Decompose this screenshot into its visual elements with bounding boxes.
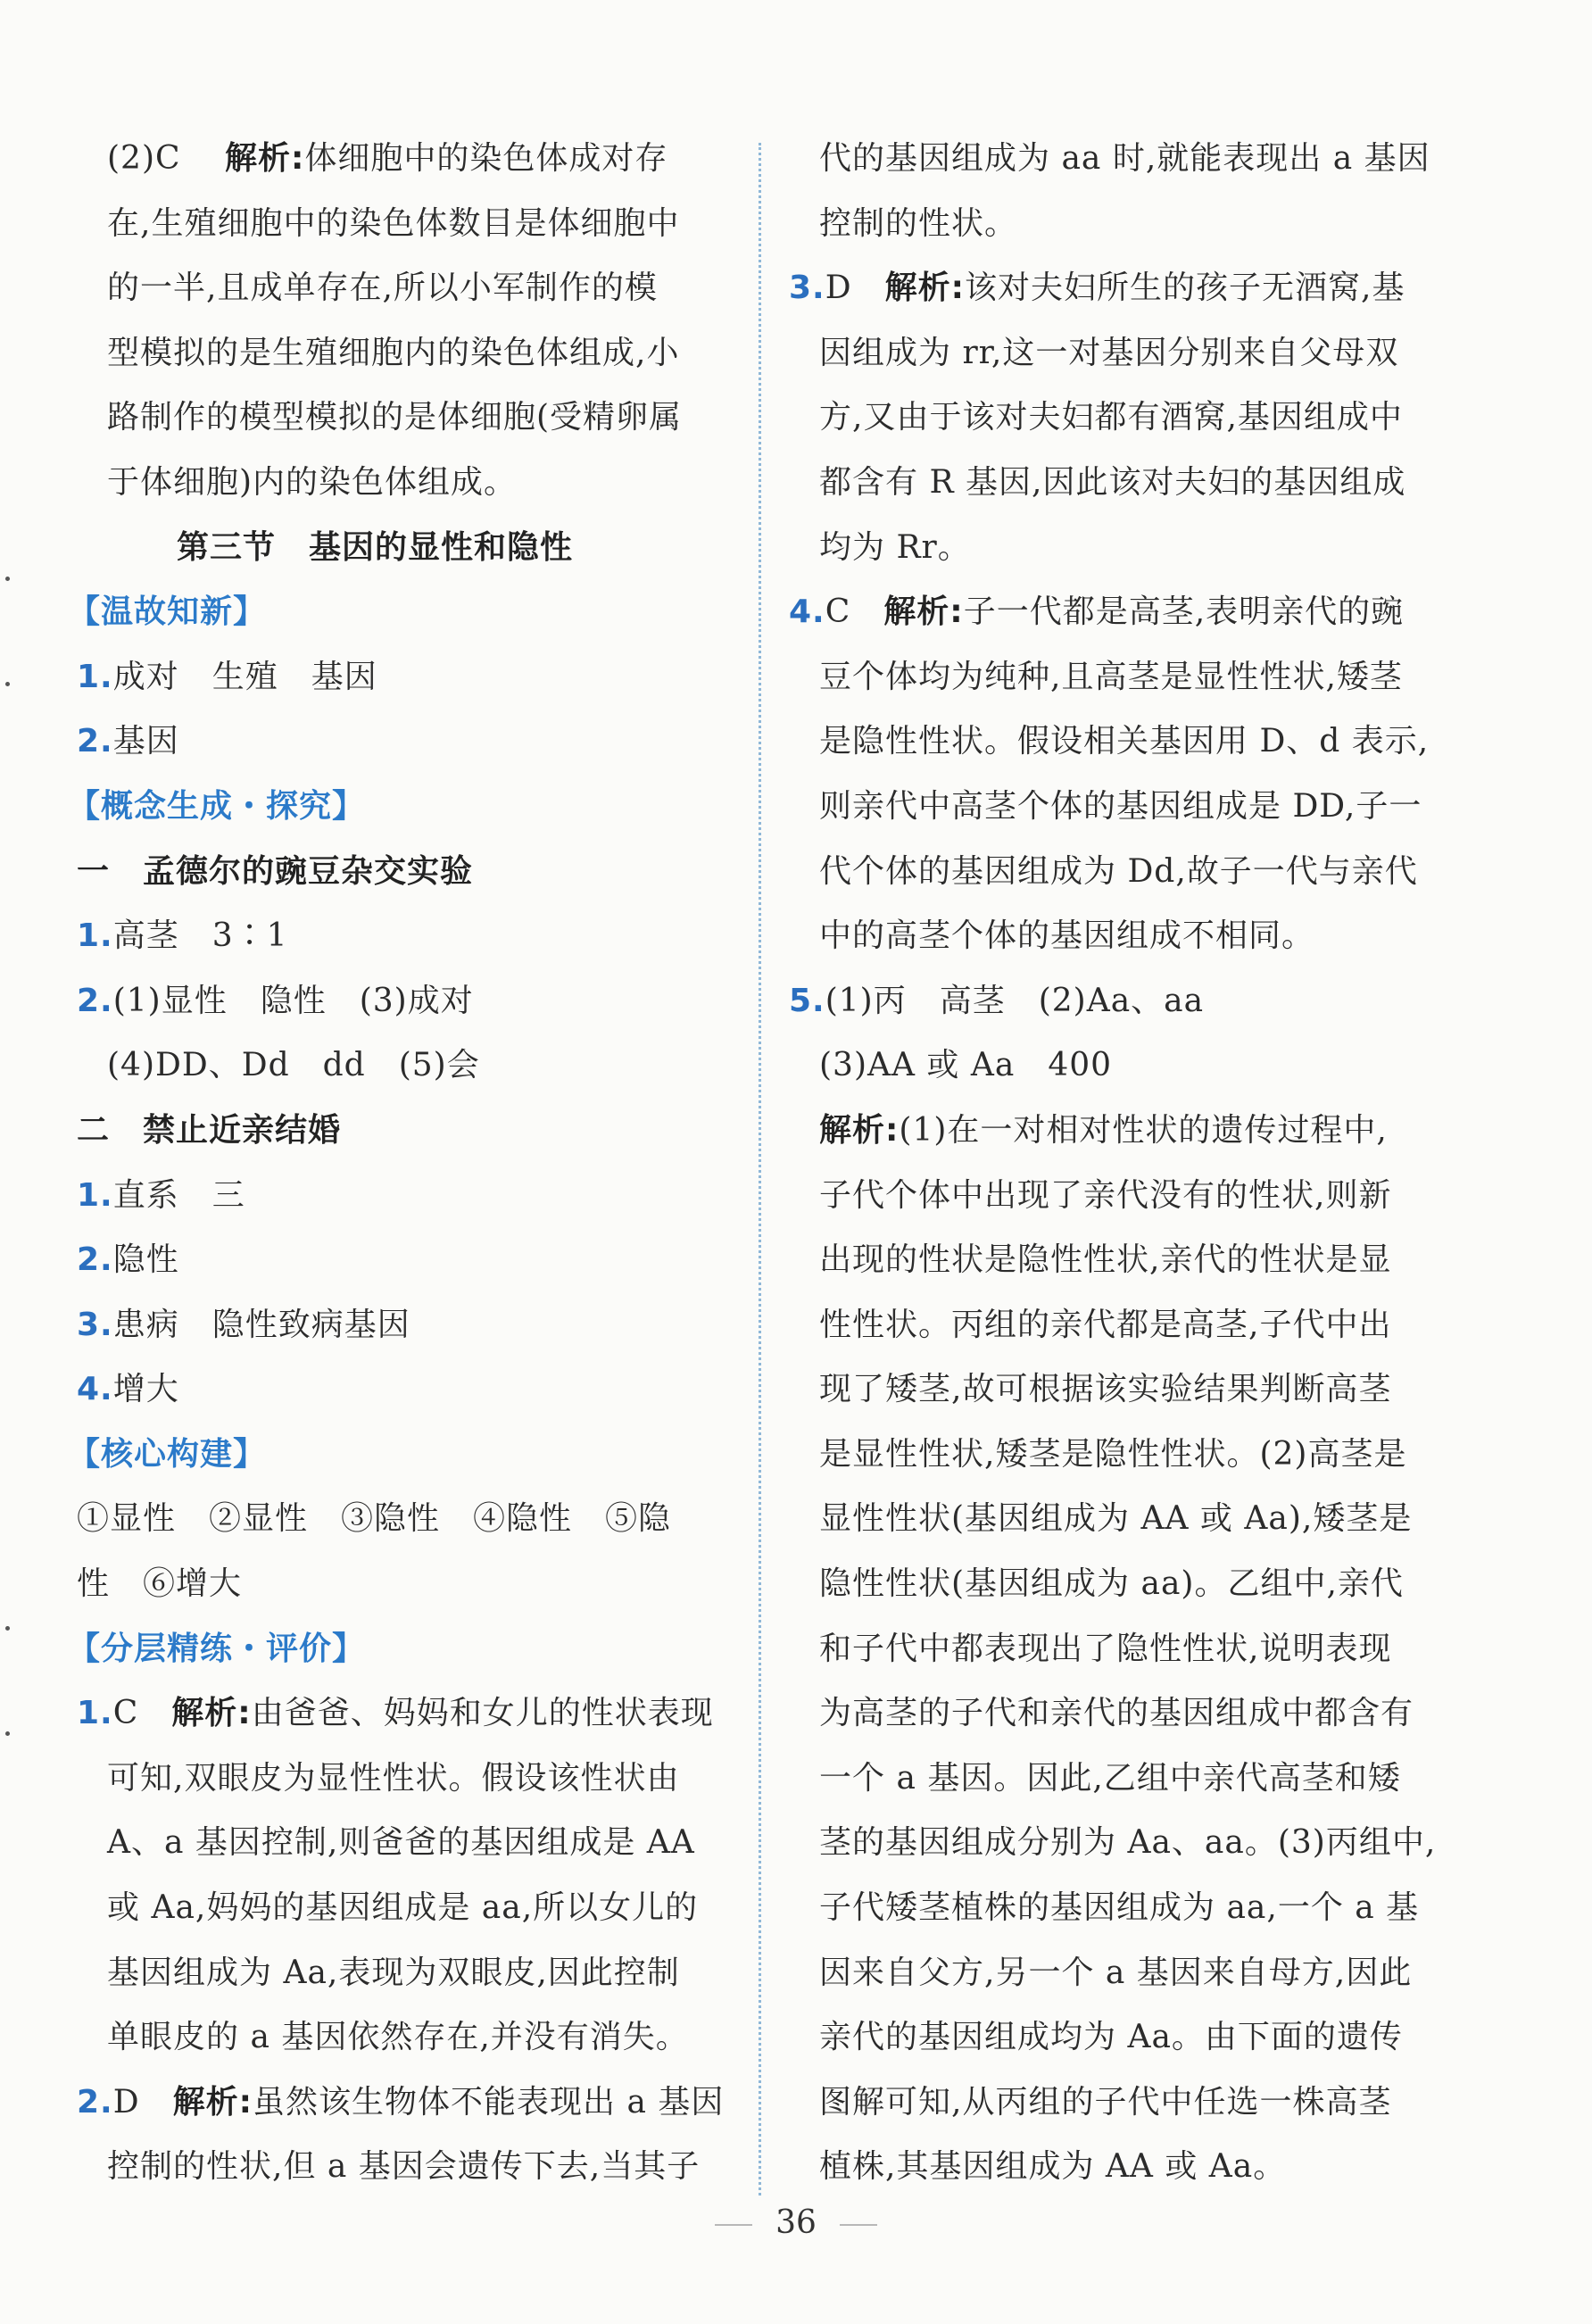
text-line: 单眼皮的 a 基因依然存在,并没有消失。 xyxy=(107,2019,689,2056)
text-line: 子代矮茎植株的基因组成为 aa,一个 a 基 xyxy=(819,1889,1420,1927)
text-line: 因组成为 rr,这一对基因分别来自父母双 xyxy=(819,334,1399,371)
text-line: 控制的性状。 xyxy=(819,204,1018,242)
margin-dot xyxy=(5,1626,10,1631)
subheading: 二 禁止近亲结婚 xyxy=(77,1111,342,1149)
answer-item: 1.成对 生殖 基因 xyxy=(77,658,377,695)
text-line: (2)C 解析:体细胞中的染色体成对存 xyxy=(107,140,668,177)
answer-item: 1.高茎 3∶1 xyxy=(77,917,288,955)
answer-item: 2.基因 xyxy=(77,723,179,760)
text-line: 代的基因组成为 aa 时,就能表现出 a 基因 xyxy=(819,140,1430,177)
answer-item: 2.D 解析:虽然该生物体不能表现出 a 基因 xyxy=(77,2083,725,2121)
footer-rule xyxy=(715,2224,752,2226)
text-line: 代个体的基因组成为 Dd,故子一代与亲代 xyxy=(819,852,1418,890)
text-line: 因来自父方,另一个 a 基因来自母方,因此 xyxy=(819,1954,1413,1991)
column-divider xyxy=(759,143,761,2195)
text-line: 基因组成为 Aa,表现为双眼皮,因此控制 xyxy=(107,1954,680,1991)
answer-item: 4.C 解析:子一代都是高茎,表明亲代的豌 xyxy=(789,593,1405,631)
text-line: 子代个体中出现了亲代没有的性状,则新 xyxy=(819,1176,1392,1214)
text-line: 显性性状(基因组成为 AA 或 Aa),矮茎是 xyxy=(819,1500,1413,1538)
text-line: 是隐性性状。假设相关基因用 D、d 表示, xyxy=(819,723,1430,760)
text-line: 为高茎的子代和亲代的基因组成中都含有 xyxy=(819,1695,1414,1732)
text-line: 隐性性状(基因组成为 aa)。乙组中,亲代 xyxy=(819,1565,1404,1603)
text-line: 是显性性状,矮茎是隐性性状。(2)高茎是 xyxy=(819,1435,1407,1473)
text-line: 出现的性状是隐性性状,亲代的性状是显 xyxy=(819,1241,1392,1279)
text-line: 解析:(1)在一对相对性状的遗传过程中, xyxy=(819,1111,1388,1149)
footer-rule xyxy=(840,2224,877,2226)
text-line: 亲代的基因组成均为 Aa。由下面的遗传 xyxy=(819,2019,1403,2056)
text-line: 图解可知,从丙组的子代中任选一株高茎 xyxy=(819,2083,1392,2121)
answer-item: 1.直系 三 xyxy=(77,1176,245,1214)
text-line: (3)AA 或 Aa 400 xyxy=(819,1047,1113,1084)
answer-item: 3.D 解析:该对夫妇所生的孩子无酒窝,基 xyxy=(789,270,1405,307)
answer-item: 2.(1)显性 隐性 (3)成对 xyxy=(77,982,474,1019)
text-line: 路制作的模型模拟的是体细胞(受精卵属 xyxy=(107,399,683,436)
text-line: 茎的基因组成分别为 Aa、aa。(3)丙组中, xyxy=(819,1824,1437,1862)
text-line: 方,又由于该对夫妇都有酒窝,基因组成中 xyxy=(819,399,1403,436)
heading-review: 【温故知新】 xyxy=(68,593,267,631)
text-line: 于体细胞)内的染色体组成。 xyxy=(107,463,518,501)
subheading: 一 孟德尔的豌豆杂交实验 xyxy=(77,852,474,890)
text-line: 均为 Rr。 xyxy=(819,528,971,566)
answer-item: 5.(1)丙 高茎 (2)Aa、aa xyxy=(789,982,1205,1019)
left-column xyxy=(68,127,737,2200)
heading-concept: 【概念生成・探究】 xyxy=(68,787,366,825)
margin-dot xyxy=(5,682,10,686)
text-line: 控制的性状,但 a 基因会遗传下去,当其子 xyxy=(107,2148,701,2186)
answer-item: 1.C 解析:由爸爸、妈妈和女儿的性状表现 xyxy=(77,1695,714,1732)
text-line: 在,生殖细胞中的染色体数目是体细胞中 xyxy=(107,204,680,242)
heading-core: 【核心构建】 xyxy=(68,1435,267,1473)
answer-item: 3.患病 隐性致病基因 xyxy=(77,1306,410,1343)
text-line: 则亲代中高茎个体的基因组成是 DD,子一 xyxy=(819,787,1422,825)
answer-item-continued: (4)DD、Dd dd (5)会 xyxy=(107,1047,480,1084)
answer-item: 4.增大 xyxy=(77,1371,179,1408)
text-line: 中的高茎个体的基因组成不相同。 xyxy=(819,917,1315,955)
margin-dot xyxy=(5,577,10,581)
text-line: 可知,双眼皮为显性性状。假设该性状由 xyxy=(107,1759,680,1797)
section-title: 第三节 基因的显性和隐性 xyxy=(177,528,574,566)
page-number: 36 xyxy=(775,2204,817,2241)
text-line: ①显性 ②显性 ③隐性 ④隐性 ⑤隐 xyxy=(77,1500,672,1538)
text-line: A、a 基因控制,则爸爸的基因组成是 AA xyxy=(107,1824,695,1862)
text-line: 都含有 R 基因,因此该对夫妇的基因组成 xyxy=(819,463,1406,501)
margin-dot xyxy=(5,1731,10,1736)
text-line: 植株,其基因组成为 AA 或 Aa。 xyxy=(819,2148,1287,2186)
text-line: 的一半,且成单存在,所以小军制作的模 xyxy=(107,270,658,307)
right-column xyxy=(789,127,1449,2200)
page-footer xyxy=(0,2204,1592,2241)
text-line: 性性状。丙组的亲代都是高茎,子代中出 xyxy=(819,1306,1392,1343)
text-line: 一个 a 基因。因此,乙组中亲代高茎和矮 xyxy=(819,1759,1401,1797)
text-line: 豆个体均为纯种,且高茎是显性性状,矮茎 xyxy=(819,658,1403,695)
text-line: 现了矮茎,故可根据该实验结果判断高茎 xyxy=(819,1371,1392,1408)
text-line: 和子代中都表现出了隐性性状,说明表现 xyxy=(819,1630,1392,1667)
heading-practice: 【分层精练・评价】 xyxy=(68,1630,366,1667)
text-line: 或 Aa,妈妈的基因组成是 aa,所以女儿的 xyxy=(107,1889,699,1927)
text-line: 性 ⑥增大 xyxy=(77,1565,243,1603)
answer-item: 2.隐性 xyxy=(77,1241,179,1279)
text-line: 型模拟的是生殖细胞内的染色体组成,小 xyxy=(107,334,680,371)
